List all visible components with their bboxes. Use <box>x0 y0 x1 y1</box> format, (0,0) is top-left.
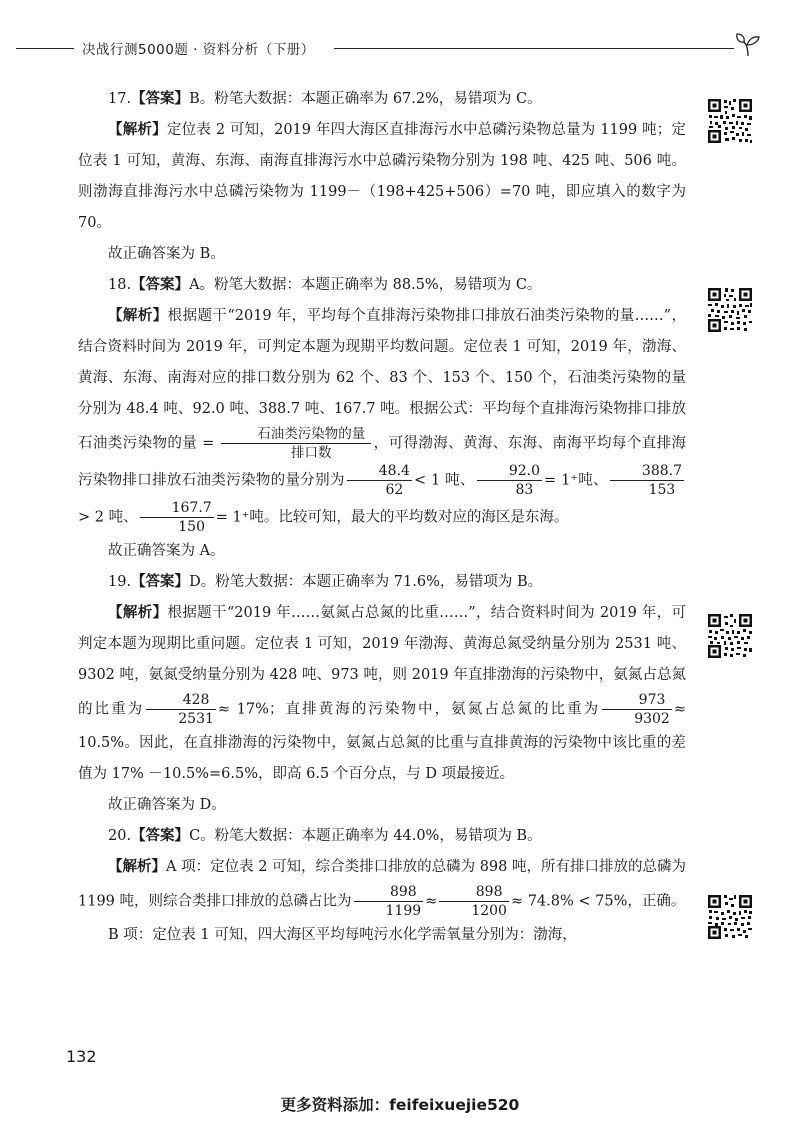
q20-f2-numerator: 898 <box>439 883 509 902</box>
q19-analysis-text-1: 根据题干“2019 年……氨氮占总氮的比重……”，结合资料时间为 2019 年，可判定本题为现期比重问题。定位表 1 可知，2019 年渤海、黄海总氮受纳量分别为 2531 吨、9302 吨，氨氮受纳量分别为 428 吨、973 吨，则 2019 年直排渤海的污染物中，氨氮占总氮的比重为 <box>78 605 686 718</box>
q19-fraction-huanghai <box>602 691 672 728</box>
q18-analysis <box>78 301 686 536</box>
header-rule-left <box>16 48 74 49</box>
q20-answer-line <box>78 821 686 852</box>
q18-formula-numerator: 石油类污染物的量 <box>221 425 371 444</box>
qr-code-q18[interactable] <box>706 286 754 334</box>
q18-f4-denominator: 150 <box>178 519 205 535</box>
q18-formula-fraction <box>221 425 371 462</box>
q19-answer-text: D。粉笔大数据：本题正确率为 71.6%，易错项为 B。 <box>189 574 543 590</box>
q19-f2-numerator: 973 <box>602 691 672 710</box>
header-rule-right <box>334 48 734 49</box>
page-body <box>78 84 686 951</box>
sprout-icon <box>734 32 762 58</box>
q18-analysis-tag: 【解析】 <box>108 308 168 324</box>
q18-f1-numerator: 48.4 <box>347 462 412 481</box>
q18-f4-after: = 1⁺吨。比较可知，最大的平均数对应的海区是东海。 <box>215 509 569 526</box>
q18-f1-after: < 1 吨、 <box>413 472 475 489</box>
q19-analysis-text-3: ≈ 10.5%。因此，在直排渤海的污染物中，氨氮占总氮的比重与直排黄海的污染物中该比重的差值为 17% －10.5%=6.5%，即高 6.5 个百分点，与 D 项最接近。 <box>78 701 686 782</box>
q19-f1-numerator: 428 <box>146 691 216 710</box>
q17-answer-tag: 【答案】 <box>131 91 190 107</box>
q19-f2-denominator: 9302 <box>634 711 670 727</box>
q17-analysis-tag: 【解析】 <box>108 122 167 138</box>
q18-f3-numerator: 388.7 <box>610 462 684 481</box>
q17-conclusion: 故正确答案为 B。 <box>108 246 225 262</box>
q18-analysis-text-2: ，可得渤海、黄海、东海、南海平均每个直排海污染物排口排放石油类污染物的量分别为 <box>78 435 686 489</box>
q17-analysis <box>78 115 686 239</box>
q18-conclusion: 故正确答案为 A。 <box>108 543 225 559</box>
qr-code-q17[interactable] <box>706 97 754 145</box>
q20-answer-tag: 【答案】 <box>131 828 190 844</box>
q19-answer-tag: 【答案】 <box>131 574 190 590</box>
q18-formula-denominator: 排口数 <box>291 445 332 461</box>
q19-analysis-tag: 【解析】 <box>108 605 168 621</box>
q18-f3-denominator: 153 <box>648 482 676 498</box>
q20-answer-text: C。粉笔大数据：本题正确率为 44.0%，易错项为 B。 <box>189 828 542 844</box>
q17-answer-text: B。粉笔大数据：本题正确率为 67.2%，易错项为 C。 <box>189 91 542 107</box>
q18-f3-after: > 2 吨、 <box>78 509 138 526</box>
q20-f2-denominator: 1200 <box>471 903 507 919</box>
q18-answer-tag: 【答案】 <box>131 277 190 293</box>
q19-answer-line <box>78 567 686 598</box>
q20-analysis-a <box>78 852 686 920</box>
q18-f2-numerator: 92.0 <box>477 462 542 481</box>
q18-fraction-huanghai <box>477 462 542 499</box>
q18-f2-denominator: 83 <box>515 482 534 498</box>
q18-f2-after: = 1⁺吨、 <box>543 472 608 489</box>
q20-fraction-2 <box>439 883 509 920</box>
qr-code-q19[interactable] <box>706 612 754 660</box>
footer-promo: 更多资料添加：feifeixuejie520 <box>280 1096 520 1114</box>
q19-analysis <box>78 598 686 790</box>
q18-fraction-donghai <box>610 462 684 499</box>
q18-f4-numerator: 167.7 <box>140 499 214 518</box>
page-number: 132 <box>66 1047 97 1066</box>
q17-answer-line <box>78 84 686 115</box>
q20-f1-denominator: 1199 <box>385 903 422 919</box>
q18-number: 18. <box>108 277 132 293</box>
qr-code-q20[interactable] <box>706 893 754 941</box>
q20-analysis-text-2: ≈ 74.8% < 75%，正确。 <box>510 893 686 910</box>
running-header <box>0 30 800 70</box>
q20-fraction-1 <box>354 883 424 920</box>
q19-fraction-bohai <box>146 691 216 728</box>
q19-conclusion: 故正确答案为 D。 <box>108 797 226 813</box>
q17-number: 17. <box>108 91 132 107</box>
q18-answer-text: A。粉笔大数据：本题正确率为 88.5%，易错项为 C。 <box>189 277 542 293</box>
q18-f1-denominator: 62 <box>385 482 404 498</box>
q20-analysis-tag: 【解析】 <box>108 859 167 875</box>
q20-approx: ≈ <box>425 893 438 910</box>
q20-f1-numerator: 898 <box>354 883 424 902</box>
q17-analysis-text: 定位表 2 可知，2019 年四大海区直排海污水中总磷污染物总量为 1199 吨；定位表 1 可知，黄海、东海、南海直排海污水中总磷污染物分别为 198 吨、425 吨、506 吨。则渤海直排海污水中总磷污染物为 1199－（198+425+506）=70 吨，即应填入的数字为 70。 <box>78 122 687 231</box>
q19-f1-denominator: 2531 <box>178 711 214 727</box>
q19-number: 19. <box>108 574 132 590</box>
book-title: 决战行测5000题 · 资料分析（下册） <box>82 42 315 58</box>
q20-number: 20. <box>108 828 132 844</box>
q18-fraction-bohai <box>347 462 412 499</box>
q18-answer-line <box>78 270 686 301</box>
q18-analysis-text-1: 根据题干“2019 年，平均每个直排海污染物排口排放石油类污染物的量……”，结合资料时间为 2019 年，可判定本题为现期平均数问题。定位表 1 可知，2019 年，渤海、黄海、东海、南海对应的排口数分别为 62 个、83 个、153 个、150 个，石油类污染物的量分别为 48.4 吨、92.0 吨、388.7 吨、167.7 吨。根据公式：平均每个直排海污染物排口排放石油类污染物的量 = <box>78 308 686 452</box>
q19-analysis-text-2: ≈ 17%；直排黄海的污染物中，氨氮占总氮的比重为 <box>217 701 601 718</box>
q20-analysis-text-1: A 项：定位表 2 可知，综合类排口排放的总磷为 898 吨，所有排口排放的总磷为 1199 吨，则综合类排口排放的总磷占比为 <box>78 859 687 910</box>
q20-analysis-b: B 项：定位表 1 可知，四大海区平均每吨污水化学需氧量分别为：渤海， <box>108 927 577 943</box>
q18-fraction-nanhai <box>140 499 214 536</box>
